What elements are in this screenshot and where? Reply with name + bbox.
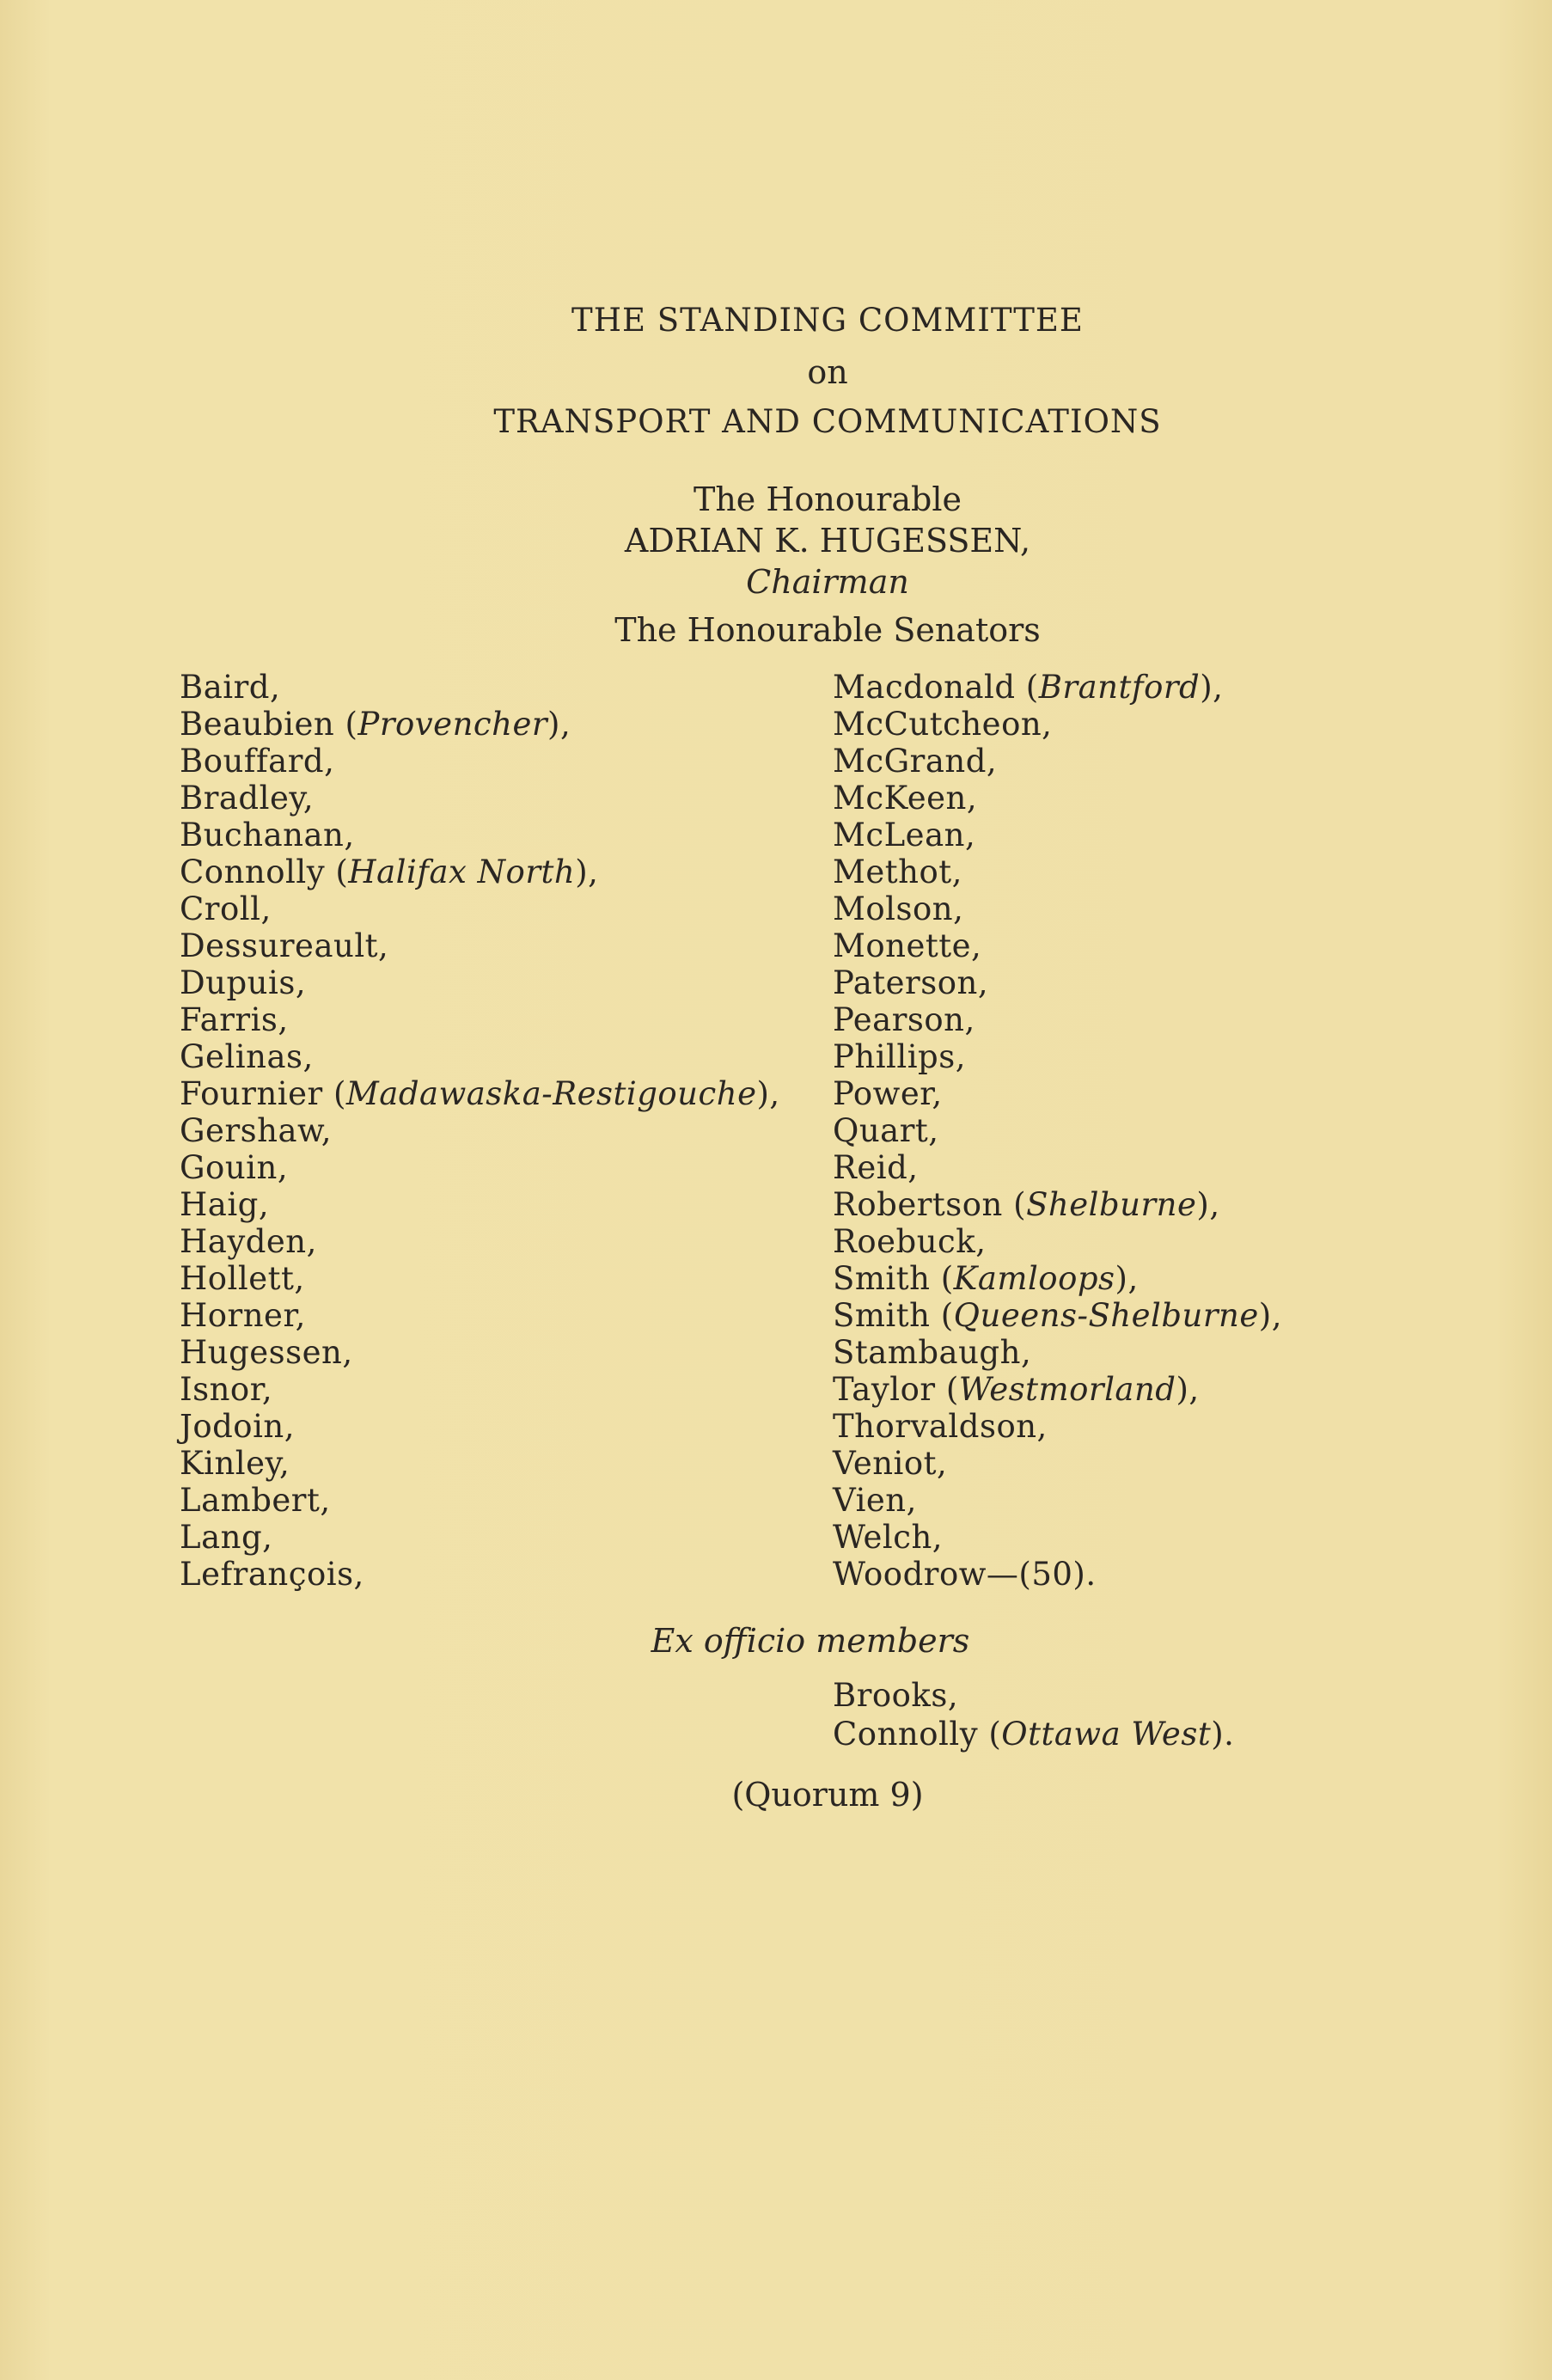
member-entry	[180, 817, 355, 854]
senators-heading: The Honourable Senators	[614, 611, 1041, 649]
member-entry	[180, 1149, 288, 1187]
member-name: Baird,	[180, 669, 281, 706]
member-name: Croll,	[180, 890, 272, 927]
member-entry	[833, 1260, 1139, 1298]
member-entry	[180, 706, 571, 743]
member-name: McKeen,	[833, 780, 978, 817]
member-name: McGrand,	[833, 743, 998, 780]
member-entry	[833, 669, 1223, 707]
member-name: Pearson,	[833, 1001, 975, 1038]
member-district: Queens-Shelburne	[953, 1297, 1259, 1334]
member-name: Buchanan,	[180, 817, 355, 853]
member-entry	[180, 1445, 290, 1483]
quorum-note: (Quorum 9)	[731, 1776, 924, 1814]
member-name: Gouin,	[180, 1149, 289, 1186]
member-entry	[833, 743, 997, 780]
member-entry	[833, 1334, 1031, 1372]
member-name: Horner,	[180, 1297, 306, 1334]
member-district: Kamloops	[953, 1260, 1115, 1297]
member-suffix: ),	[1176, 1371, 1200, 1408]
member-name: Gershaw,	[180, 1112, 333, 1149]
member-entry	[833, 964, 988, 1002]
member-name: Isnor,	[180, 1371, 273, 1408]
member-entry	[180, 780, 314, 817]
member-entry	[833, 1716, 1234, 1753]
member-entry	[833, 1677, 958, 1715]
member-entry	[833, 1001, 975, 1039]
member-entry	[833, 1408, 1048, 1446]
member-entry	[833, 1112, 939, 1150]
member-name: Quart,	[833, 1112, 939, 1149]
member-entry	[180, 1297, 306, 1335]
member-name: Brooks,	[833, 1677, 959, 1714]
member-name: Veniot,	[833, 1445, 948, 1482]
member-entry	[180, 1260, 305, 1298]
member-entry	[180, 1482, 331, 1520]
member-entry	[833, 853, 962, 891]
member-name: Lambert,	[180, 1482, 331, 1519]
member-name: Monette,	[833, 927, 982, 964]
member-entry	[833, 1519, 943, 1557]
member-entry	[833, 1297, 1282, 1335]
member-entry	[180, 1223, 317, 1261]
member-name: Woodrow—(50).	[833, 1556, 1097, 1593]
member-entry	[180, 1556, 364, 1594]
member-name: Smith (	[833, 1260, 954, 1297]
chairman-name: ADRIAN K. HUGESSEN,	[624, 522, 1031, 560]
member-entry	[833, 817, 975, 854]
member-entry	[833, 1445, 947, 1483]
member-entry	[833, 780, 977, 817]
member-name: Hollett,	[180, 1260, 305, 1297]
member-name: Phillips,	[833, 1038, 966, 1075]
member-name: Roebuck,	[833, 1223, 987, 1260]
member-entry	[833, 890, 963, 928]
member-name: Power,	[833, 1075, 943, 1112]
member-name: McCutcheon,	[833, 706, 1053, 743]
member-entry	[180, 890, 272, 928]
member-name: Farris,	[180, 1001, 289, 1038]
member-suffix: ),	[575, 853, 599, 890]
member-suffix: ),	[1115, 1260, 1139, 1297]
member-suffix: ),	[547, 706, 571, 743]
member-name: Hugessen,	[180, 1334, 353, 1371]
member-name: Haig,	[180, 1186, 270, 1223]
committee-title-line2: on	[807, 353, 848, 391]
member-name: Molson,	[833, 890, 964, 927]
member-entry	[180, 1519, 272, 1557]
member-name: Reid,	[833, 1149, 919, 1186]
member-name: Thorvaldson,	[833, 1408, 1048, 1445]
member-name: Lefrançois,	[180, 1556, 364, 1593]
member-name: McLean,	[833, 817, 976, 853]
member-entry	[833, 706, 1052, 743]
member-name: Connolly (	[833, 1716, 1002, 1753]
member-entry	[833, 1186, 1220, 1224]
member-entry	[180, 1001, 289, 1039]
member-entry	[833, 1075, 943, 1113]
member-name: Vien,	[833, 1482, 917, 1519]
member-name: Fournier (	[180, 1075, 346, 1112]
member-entry	[180, 669, 280, 707]
member-name: Taylor (	[833, 1371, 959, 1408]
member-district: Westmorland	[958, 1371, 1176, 1408]
member-entry	[833, 1149, 919, 1187]
member-district: Provencher	[357, 706, 548, 743]
member-district: Shelburne	[1026, 1186, 1197, 1223]
member-name: Welch,	[833, 1519, 944, 1556]
member-entry	[180, 1371, 272, 1409]
member-entry	[180, 1334, 353, 1372]
member-district: Brantford	[1038, 669, 1201, 706]
member-suffix: ),	[1196, 1186, 1220, 1223]
member-name: Smith (	[833, 1297, 954, 1334]
chairman-honorific: The Honourable	[693, 480, 962, 518]
member-name: Dessureault,	[180, 927, 389, 964]
ex-officio-heading: Ex officio members	[651, 1622, 970, 1660]
member-entry	[180, 1038, 314, 1076]
member-entry	[180, 1112, 332, 1150]
member-entry	[833, 1038, 966, 1076]
member-entry	[833, 927, 981, 965]
member-entry	[833, 1223, 986, 1261]
member-name: Stambaugh,	[833, 1334, 1032, 1371]
member-name: Gelinas,	[180, 1038, 314, 1075]
member-suffix: ),	[1200, 669, 1224, 706]
member-district: Madawaska-Restigouche	[345, 1075, 757, 1112]
member-entry	[180, 1075, 780, 1113]
member-name: Robertson (	[833, 1186, 1027, 1223]
member-entry	[833, 1371, 1200, 1409]
member-suffix: ).	[1211, 1716, 1235, 1753]
member-suffix: ),	[756, 1075, 780, 1112]
member-district: Ottawa West	[1001, 1716, 1212, 1753]
committee-title-line1: THE STANDING COMMITTEE	[571, 302, 1084, 339]
member-name: Macdonald (	[833, 669, 1039, 706]
chairman-role: Chairman	[746, 563, 909, 601]
member-entry	[180, 1408, 295, 1446]
member-name: Jodoin,	[180, 1408, 295, 1445]
member-name: Methot,	[833, 853, 962, 890]
member-name: Hayden,	[180, 1223, 317, 1260]
member-entry	[180, 743, 334, 780]
member-name: Bradley,	[180, 780, 315, 817]
member-name: Connolly (	[180, 853, 349, 890]
member-entry	[833, 1556, 1097, 1594]
member-entry	[180, 927, 388, 965]
member-entry	[833, 1482, 917, 1520]
member-name: Bouffard,	[180, 743, 335, 780]
member-entry	[180, 1186, 269, 1224]
member-district: Halifax North	[348, 853, 576, 890]
member-suffix: ),	[1258, 1297, 1282, 1334]
member-name: Paterson,	[833, 964, 989, 1001]
member-name: Lang,	[180, 1519, 273, 1556]
member-name: Kinley,	[180, 1445, 290, 1482]
member-name: Beaubien (	[180, 706, 358, 743]
member-name: Dupuis,	[180, 964, 307, 1001]
member-entry	[180, 964, 306, 1002]
member-entry	[180, 853, 598, 891]
committee-title-line3: TRANSPORT AND COMMUNICATIONS	[493, 403, 1162, 440]
